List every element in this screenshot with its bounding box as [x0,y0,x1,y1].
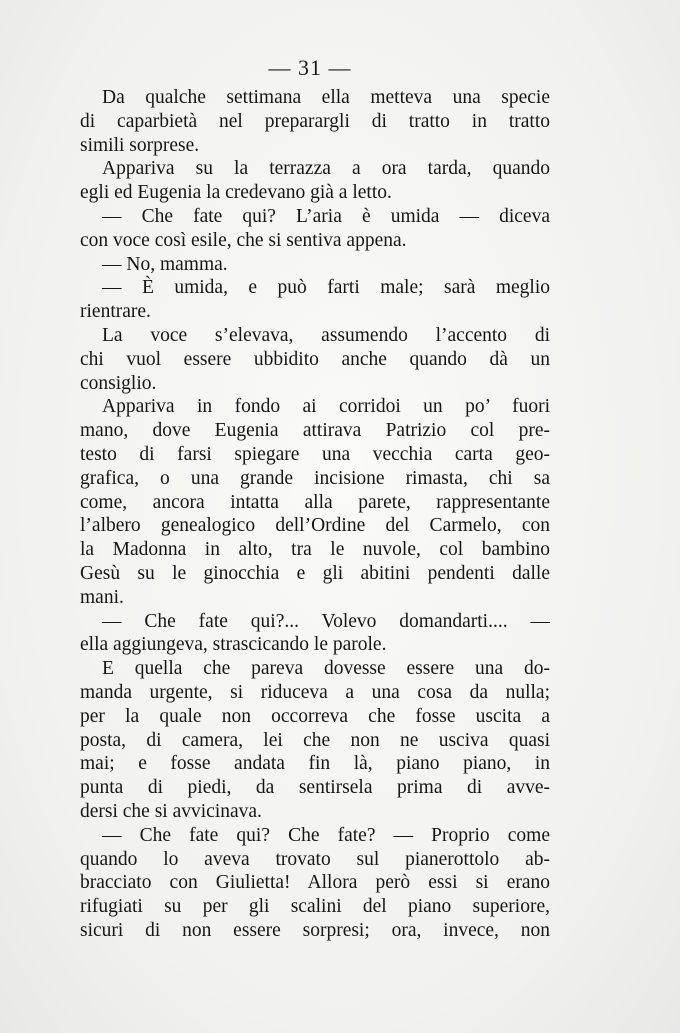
text-line: sicuri di non essere sorpresi; ora, invece, non [80,920,550,941]
text-line: egli ed Eugenia la credevano già a letto. [80,182,392,204]
text-line: Appariva in fondo ai corridoi un po’ fuori [102,396,550,418]
text-line: E quella che pareva dovesse essere una do- [102,658,550,680]
text-line: La voce s’elevava, assumendo l’accento di [102,325,550,346]
text-line: di caparbietà nel preparargli di tratto in tratto [80,110,550,132]
text-line: Appariva su la terrazza a ora tarda, quando [102,158,550,180]
text-line: dersi che si avvicinava. [80,801,262,822]
text-line: con voce così esile, che si sentiva appena. [80,229,407,251]
text-line: mai; e fosse andata fin là, piano piano, in [80,753,550,775]
text-line: Gesù su le ginocchia e gli abitini pendenti dalle [80,563,550,584]
text-line: mano, dove Eugenia attirava Patrizio col pre- [80,420,550,442]
text-line: — Che fate qui?... Volevo domandarti.... — [102,610,550,632]
text-line: Da qualche settimana ella metteva una specie [102,87,550,108]
text-line: quando lo aveva trovato sul pianerottolo ab- [80,848,550,870]
text-line: chi vuol essere ubbidito anche quando dà un [80,348,550,370]
text-line: rientrare. [80,301,151,323]
page-number: — 31 — [268,55,352,80]
text-line: come, ancora intatta alla parete, rappresentante [80,491,550,513]
text-line: — Che fate qui? Che fate? — Proprio come [102,824,550,846]
text-line: mani. [80,586,124,608]
text-line: testo di farsi spiegare una vecchia carta geo- [80,444,550,465]
text-line: rifugiati su per gli scalini del piano superiore, [80,896,550,918]
text-line: — No, mamma. [102,253,228,275]
text-line: l’albero genealogico dell’Ordine del Carmelo, con [80,515,550,537]
text-line: bracciato con Giulietta! Allora però essi si erano [80,872,550,894]
text-line: simili sorprese. [80,134,200,156]
text-line: per la quale non occorreva che fosse uscita a [80,705,550,727]
text-line: consiglio. [80,372,157,394]
text-line: la Madonna in alto, tra le nuvole, col bambino [80,539,550,561]
text-line: ella aggiungeva, strascicando le parole. [80,634,387,656]
text-line: grafica, o una grande incisione rimasta, chi sa [80,467,550,489]
text-line: punta di piedi, da sentirsela prima di avve- [80,777,550,799]
text-line: — È umida, e può farti male; sarà meglio [102,277,550,299]
text-line: posta, di camera, lei che non ne usciva quasi [80,729,550,751]
text-line: — Che fate qui? L’aria è umida — diceva [102,206,550,227]
text-line: manda urgente, si riduceva a una cosa da nulla; [80,682,550,703]
